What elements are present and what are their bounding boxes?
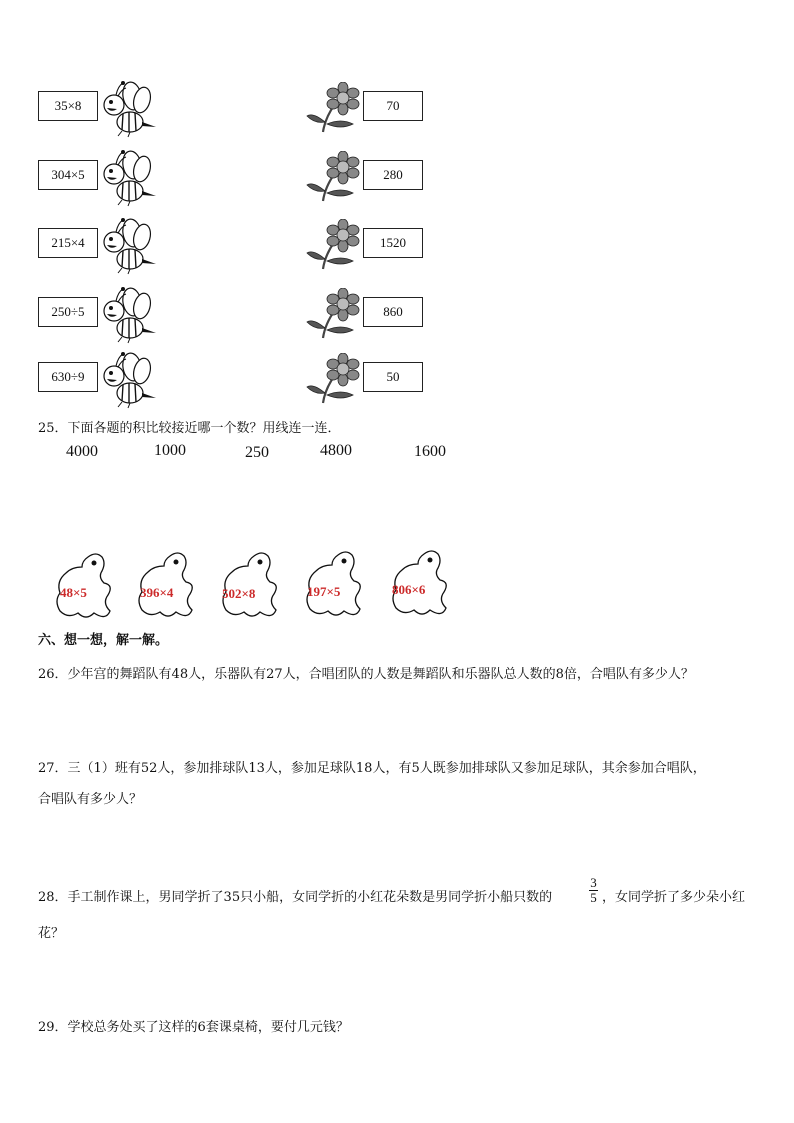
result-box-2	[363, 160, 423, 190]
result-box-1	[363, 91, 423, 121]
question-27-line2: 合唱队有多少人？	[38, 792, 143, 807]
expression-box-4	[38, 297, 98, 327]
result-text: 1520	[380, 235, 406, 250]
question-26-text: 26．少年宫的舞蹈队有48人，乐器队有27人，合唱团队的人数是舞蹈队和乐器队总人数的8倍，合唱队有多少人？	[38, 667, 694, 682]
flower-icon	[305, 82, 361, 134]
ghost-expression: 396×4	[140, 585, 174, 600]
expression-text: 35×8	[54, 98, 82, 113]
fraction-numerator: 3	[590, 875, 597, 890]
expression-text: 250÷5	[51, 304, 85, 319]
expression-box-5	[38, 362, 98, 392]
question-25-text: 25．下面各题的积比较接近哪一个数？用线连一连．	[38, 421, 341, 436]
bee-icon	[98, 286, 160, 344]
question-29-text: 29．学校总务处买了这样的6套课桌椅，要付几元钱？	[38, 1020, 349, 1035]
bee-icon	[98, 80, 160, 138]
ghost-expression: 197×5	[307, 584, 341, 599]
question-27-line1: 27．三（1）班有52人，参加排球队13人，参加足球队18人，有5人既参加排球队又参加足球队，其余参加合唱队，	[38, 761, 706, 776]
bee-icon	[98, 149, 160, 207]
ghost-expression: 502×8	[222, 586, 256, 601]
section-6-title: 六、想一想，解一解。	[38, 633, 169, 648]
flower-icon	[305, 288, 361, 340]
question-28-line1-b: ，女同学折了多少朵小红	[602, 890, 746, 905]
result-text: 70	[386, 98, 400, 113]
ghost-expression: 806×6	[392, 582, 426, 597]
result-text: 860	[383, 304, 403, 319]
target-number: 4000	[66, 443, 98, 460]
result-box-3	[363, 228, 423, 258]
question-28-line2: 花？	[38, 926, 65, 941]
result-text: 280	[383, 167, 403, 182]
expression-box-2	[38, 160, 98, 190]
expression-text: 630÷9	[51, 369, 85, 384]
bee-icon	[98, 351, 160, 409]
bee-icon	[98, 217, 160, 275]
result-box-5	[363, 362, 423, 392]
flower-icon	[305, 219, 361, 271]
expression-box-1	[38, 91, 98, 121]
fraction	[589, 876, 598, 905]
ghost-icon	[218, 549, 280, 621]
result-box-4	[363, 297, 423, 327]
question-28-line1-a: 28．手工制作课上，男同学折了35只小船，女同学折的小红花朵数是男同学折小船只数的	[38, 890, 553, 905]
result-text: 50	[386, 369, 400, 384]
fraction-denominator: 5	[590, 890, 597, 905]
flower-icon	[305, 151, 361, 203]
expression-text: 304×5	[51, 167, 85, 182]
flower-icon	[305, 353, 361, 405]
expression-box-3	[38, 228, 98, 258]
target-number: 4800	[320, 442, 352, 459]
target-number: 1600	[414, 443, 446, 460]
target-number: 250	[245, 444, 269, 461]
expression-text: 215×4	[51, 235, 85, 250]
target-number: 1000	[154, 442, 186, 459]
ghost-expression: 48×5	[60, 585, 87, 600]
